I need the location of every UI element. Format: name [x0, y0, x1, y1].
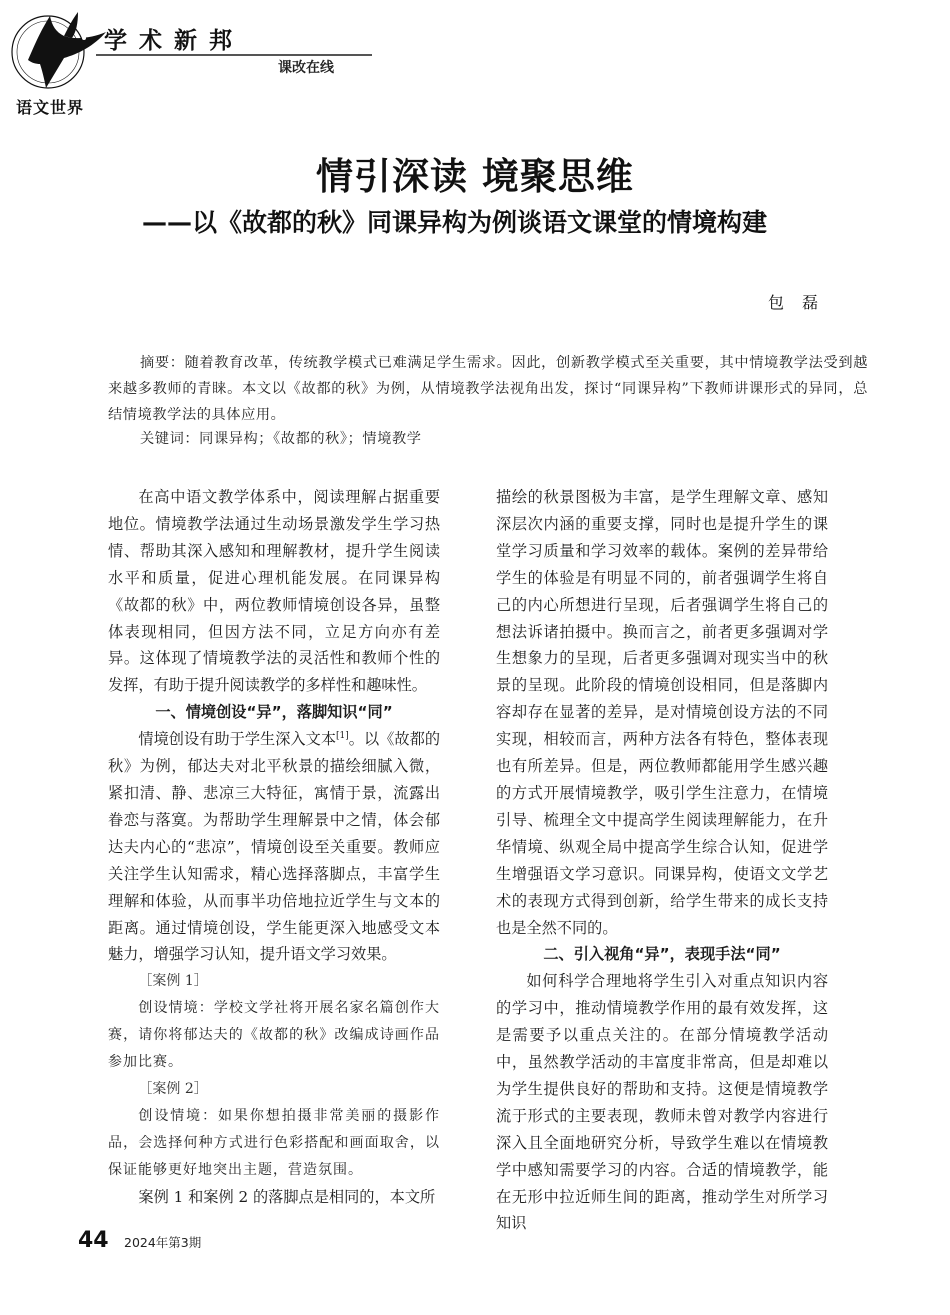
sub-column-name: 课改在线 — [278, 60, 334, 76]
keywords: 关键词：同课异构；《故都的秋》；情境教学 — [140, 431, 422, 447]
paragraph-text: 。以《故都的秋》为例，郁达夫对北平秋景的描绘细腻入微，紧扣清、静、悲凉三大特征，寓情于景，流露出眷恋与落寞。为帮助学生理解景中之情，体会郁达夫内心的“悲凉”，情境创设至关重要。教师应关注学生认知需求，精心选择落脚点，丰富学生理解和体验，从而事半功倍地拉近学生与文本的距离。通过情境创设，学生能更深入地感受文本魅力，增强学习认知，提升语文学习效果。 — [108, 730, 440, 964]
paragraph: 在高中语文教学体系中，阅读理解占据重要地位。情境教学法通过生动场景激发学生学习热情、帮助其深入感知和理解教材，提升学生阅读水平和质量，促进心理机能发展。在同课异构《故都的秋》中，两位教师情境创设各异，虽整体表现相同，但因方法不同，立足方向亦有差异。这体现了情境教学法的灵活性和教师个性的发挥，有助于提升阅读教学的多样性和趣味性。 — [108, 488, 440, 695]
dove-logo-icon — [6, 2, 111, 97]
article-subtitle: ——以《故都的秋》同课异构为例谈语文课堂的情境构建 — [142, 208, 768, 237]
section-heading-1: 一、情境创设“异”，落脚知识“同” — [155, 703, 393, 722]
section-heading-2: 二、引入视角“异”，表现手法“同” — [543, 945, 781, 964]
paragraph — [108, 726, 440, 968]
paragraph: 描绘的秋景图极为丰富，是学生理解文章、感知深层次内涵的重要支撑，同时也是提升学生的课堂学习质量和学习效率的载体。案例的差异带给学生的体验是有明显不同的，前者强调学生将自己的内心所想进行呈现，后者强调学生将自己的想法诉诸拍摄中。换而言之，前者更多强调对学生想象力的呈现，后者更多强调对现实当中的秋景的呈现。此阶段的情境创设相同，但是落脚内容却存在显著的差异，是对情境创设方法的不同实现，相较而言，两种方法各有特色，整体表现也有所差异。但是，两位教师都能用学生感兴趣的方式开展情境教学，吸引学生注意力，在情境引导、梳理全文中提高学生阅读理解能力，在升华情境、纵观全局中提高学生综合认知，促进学生增强语文学习意识。同课异构，使语文文学艺术的表现方式得到创新，给学生带来的成长支持也是全然不同的。 — [496, 488, 828, 937]
issue-label: 2024年第3期 — [124, 1235, 202, 1250]
paragraph: 如何科学合理地将学生引入对重点知识内容的学习中，推动情境教学作用的最有效发挥，这是需要予以重点关注的。在部分情境教学活动中，虽然教学活动的丰富度非常高，但是却难以为学生提供良好的帮助和支持。这便是情境教学流于形式的主要表现，教师未曾对教学内容进行深入且全面地研究分析，导致学生难以在情境教学中感知需要学习的内容。合适的情境教学，能在无形中拉近师生间的距离，推动学生对所学习知识 — [496, 972, 828, 1233]
dove-logo — [6, 2, 111, 97]
article-title: 情引深读 境聚思维 — [316, 155, 634, 198]
paragraph-text: 情境创设有助于学生深入文本 — [138, 730, 337, 749]
header-rule — [96, 54, 372, 56]
page-number: 44 — [78, 1228, 109, 1253]
paragraph: 案例 1 和案例 2 的落脚点是相同的，本文所 — [138, 1187, 436, 1206]
author-name: 包磊 — [768, 293, 837, 312]
reference-mark: [1] — [336, 731, 349, 742]
case-text-1: 创设情境：学校文学社将开展名家名篇创作大赛，请你将郁达夫的《故都的秋》改编成诗画作品参加比赛。 — [108, 1000, 440, 1071]
column-name: 学术新邦 — [104, 28, 244, 54]
case-text-2: 创设情境：如果你想拍摄非常美丽的摄影作品，会选择何种方式进行色彩搭配和画面取舍，以保证能够更好地突出主题，营造氛围。 — [108, 1108, 440, 1178]
left-column — [108, 484, 440, 1211]
case-label-2: ［案例 2］ — [138, 1081, 208, 1098]
case-label-1: ［案例 1］ — [138, 973, 208, 990]
abstract: 摘要：随着教育改革，传统教学模式已难满足学生需求。因此，创新教学模式至关重要，其中情境教学法受到越来越多教师的青睐。本文以《故都的秋》为例，从情境教学法视角出发，探讨“同课异构”下教师讲课形式的异同，总结情境教学法的具体应用。 — [108, 355, 868, 423]
journal-brand: 语文世界 — [16, 98, 85, 117]
right-column — [496, 484, 828, 1237]
